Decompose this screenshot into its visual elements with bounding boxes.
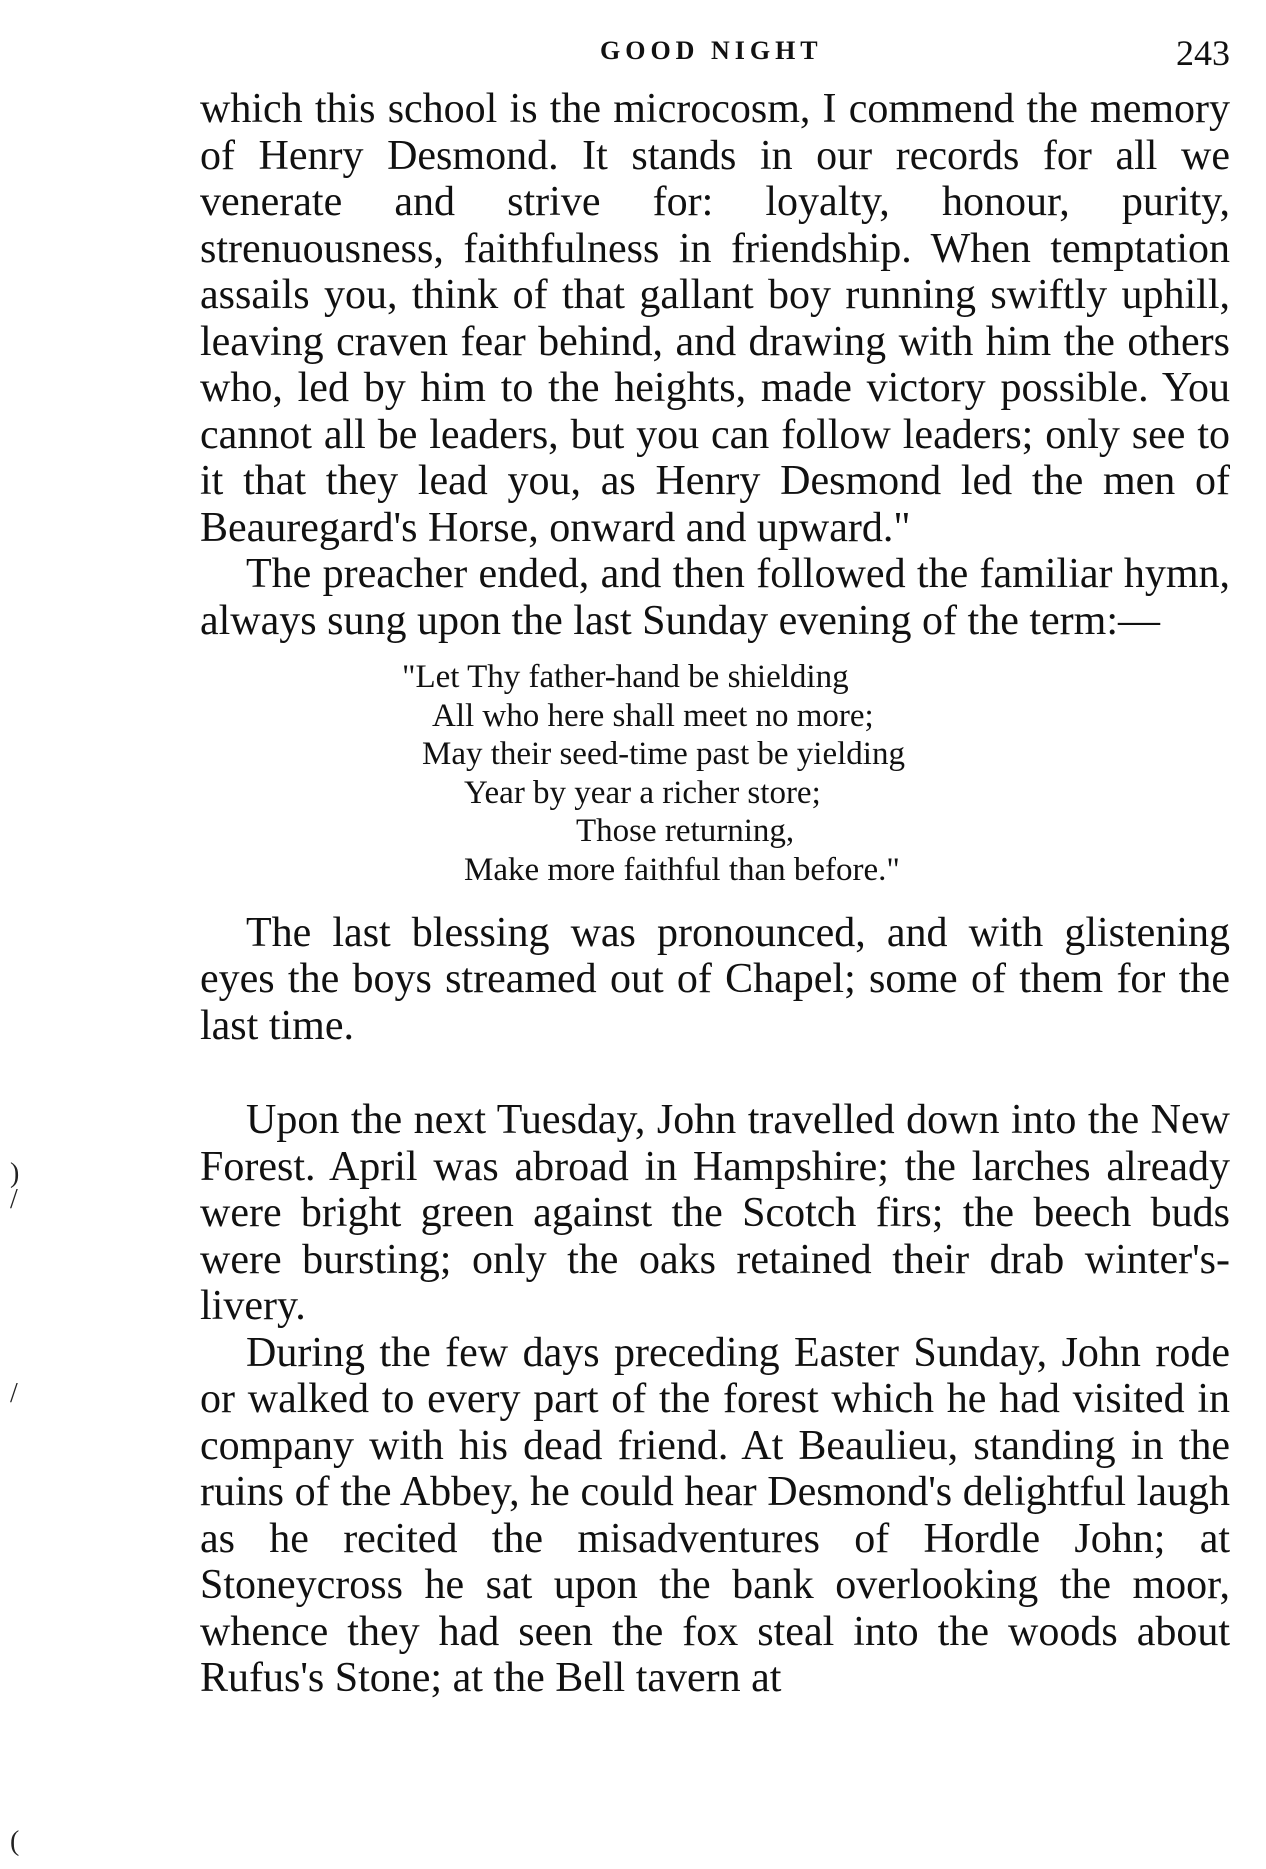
section-break (200, 1049, 1230, 1097)
margin-mark: / (10, 1378, 18, 1409)
verse-line: May their seed-time past be yielding (422, 736, 905, 773)
margin-mark: ) (10, 1158, 20, 1189)
paragraph-hymn-intro: The preacher ended, and then followed the familiar hymn, always sung upon the last Sunday evening of the term:— (200, 551, 1230, 644)
hymn-verse (200, 658, 1230, 890)
verse-line: All who here shall meet no more; (432, 697, 874, 734)
verse-line: Make more faithful than before." (464, 851, 900, 888)
margin-mark: / (10, 1184, 18, 1215)
running-head (200, 28, 1230, 78)
body-text (200, 86, 1230, 1702)
paragraph-last-blessing: The last blessing was pronounced, and with glistening eyes the boys streamed out of Chapel; some of them for the last time. (200, 909, 1230, 1049)
verse-line: Those returning, (576, 813, 795, 850)
paragraph-sermon-end: which this school is the microcosm, I commend the memory of Henry Desmond. It stands in our records for all we venerate and strive for: loyalty, honour, purity, strenuousness, faithfulness in friendship. When temptation assails you, think of that gallant boy running swiftly uphill, leaving craven fear behind, and drawing with him the others who, led by him to the heights, made victory possible. You cannot all be leaders, but you can follow leaders; only see to it that they lead you, as Henry Desmond led the men of Beauregard's Horse, onward and upward." (200, 86, 1230, 551)
verse-line: Year by year a richer store; (464, 774, 821, 811)
running-title: GOOD NIGHT (600, 36, 823, 65)
paragraph-new-forest: Upon the next Tuesday, John travelled down into the New Forest. April was abroad in Hampshire; the larches already were bright green against the Scotch firs; the beech buds were bursting; only the oaks retained their drab winter's-livery. (200, 1097, 1230, 1330)
paragraph-easter: During the few days preceding Easter Sunday, John rode or walked to every part of the forest which he had visited in company with his dead friend. At Beaulieu, standing in the ruins of the Abbey, he could hear Desmond's delightful laugh as he recited the misadventures of Hordle John; at Stoneycross he sat upon the bank overlooking the moor, whence they had seen the fox steal into the woods about Rufus's Stone; at the Bell tavern at (200, 1329, 1230, 1702)
page-number: 243 (1176, 33, 1230, 73)
verse-line: "Let Thy father-hand be shielding (402, 659, 849, 695)
margin-mark: ( (10, 1826, 20, 1857)
